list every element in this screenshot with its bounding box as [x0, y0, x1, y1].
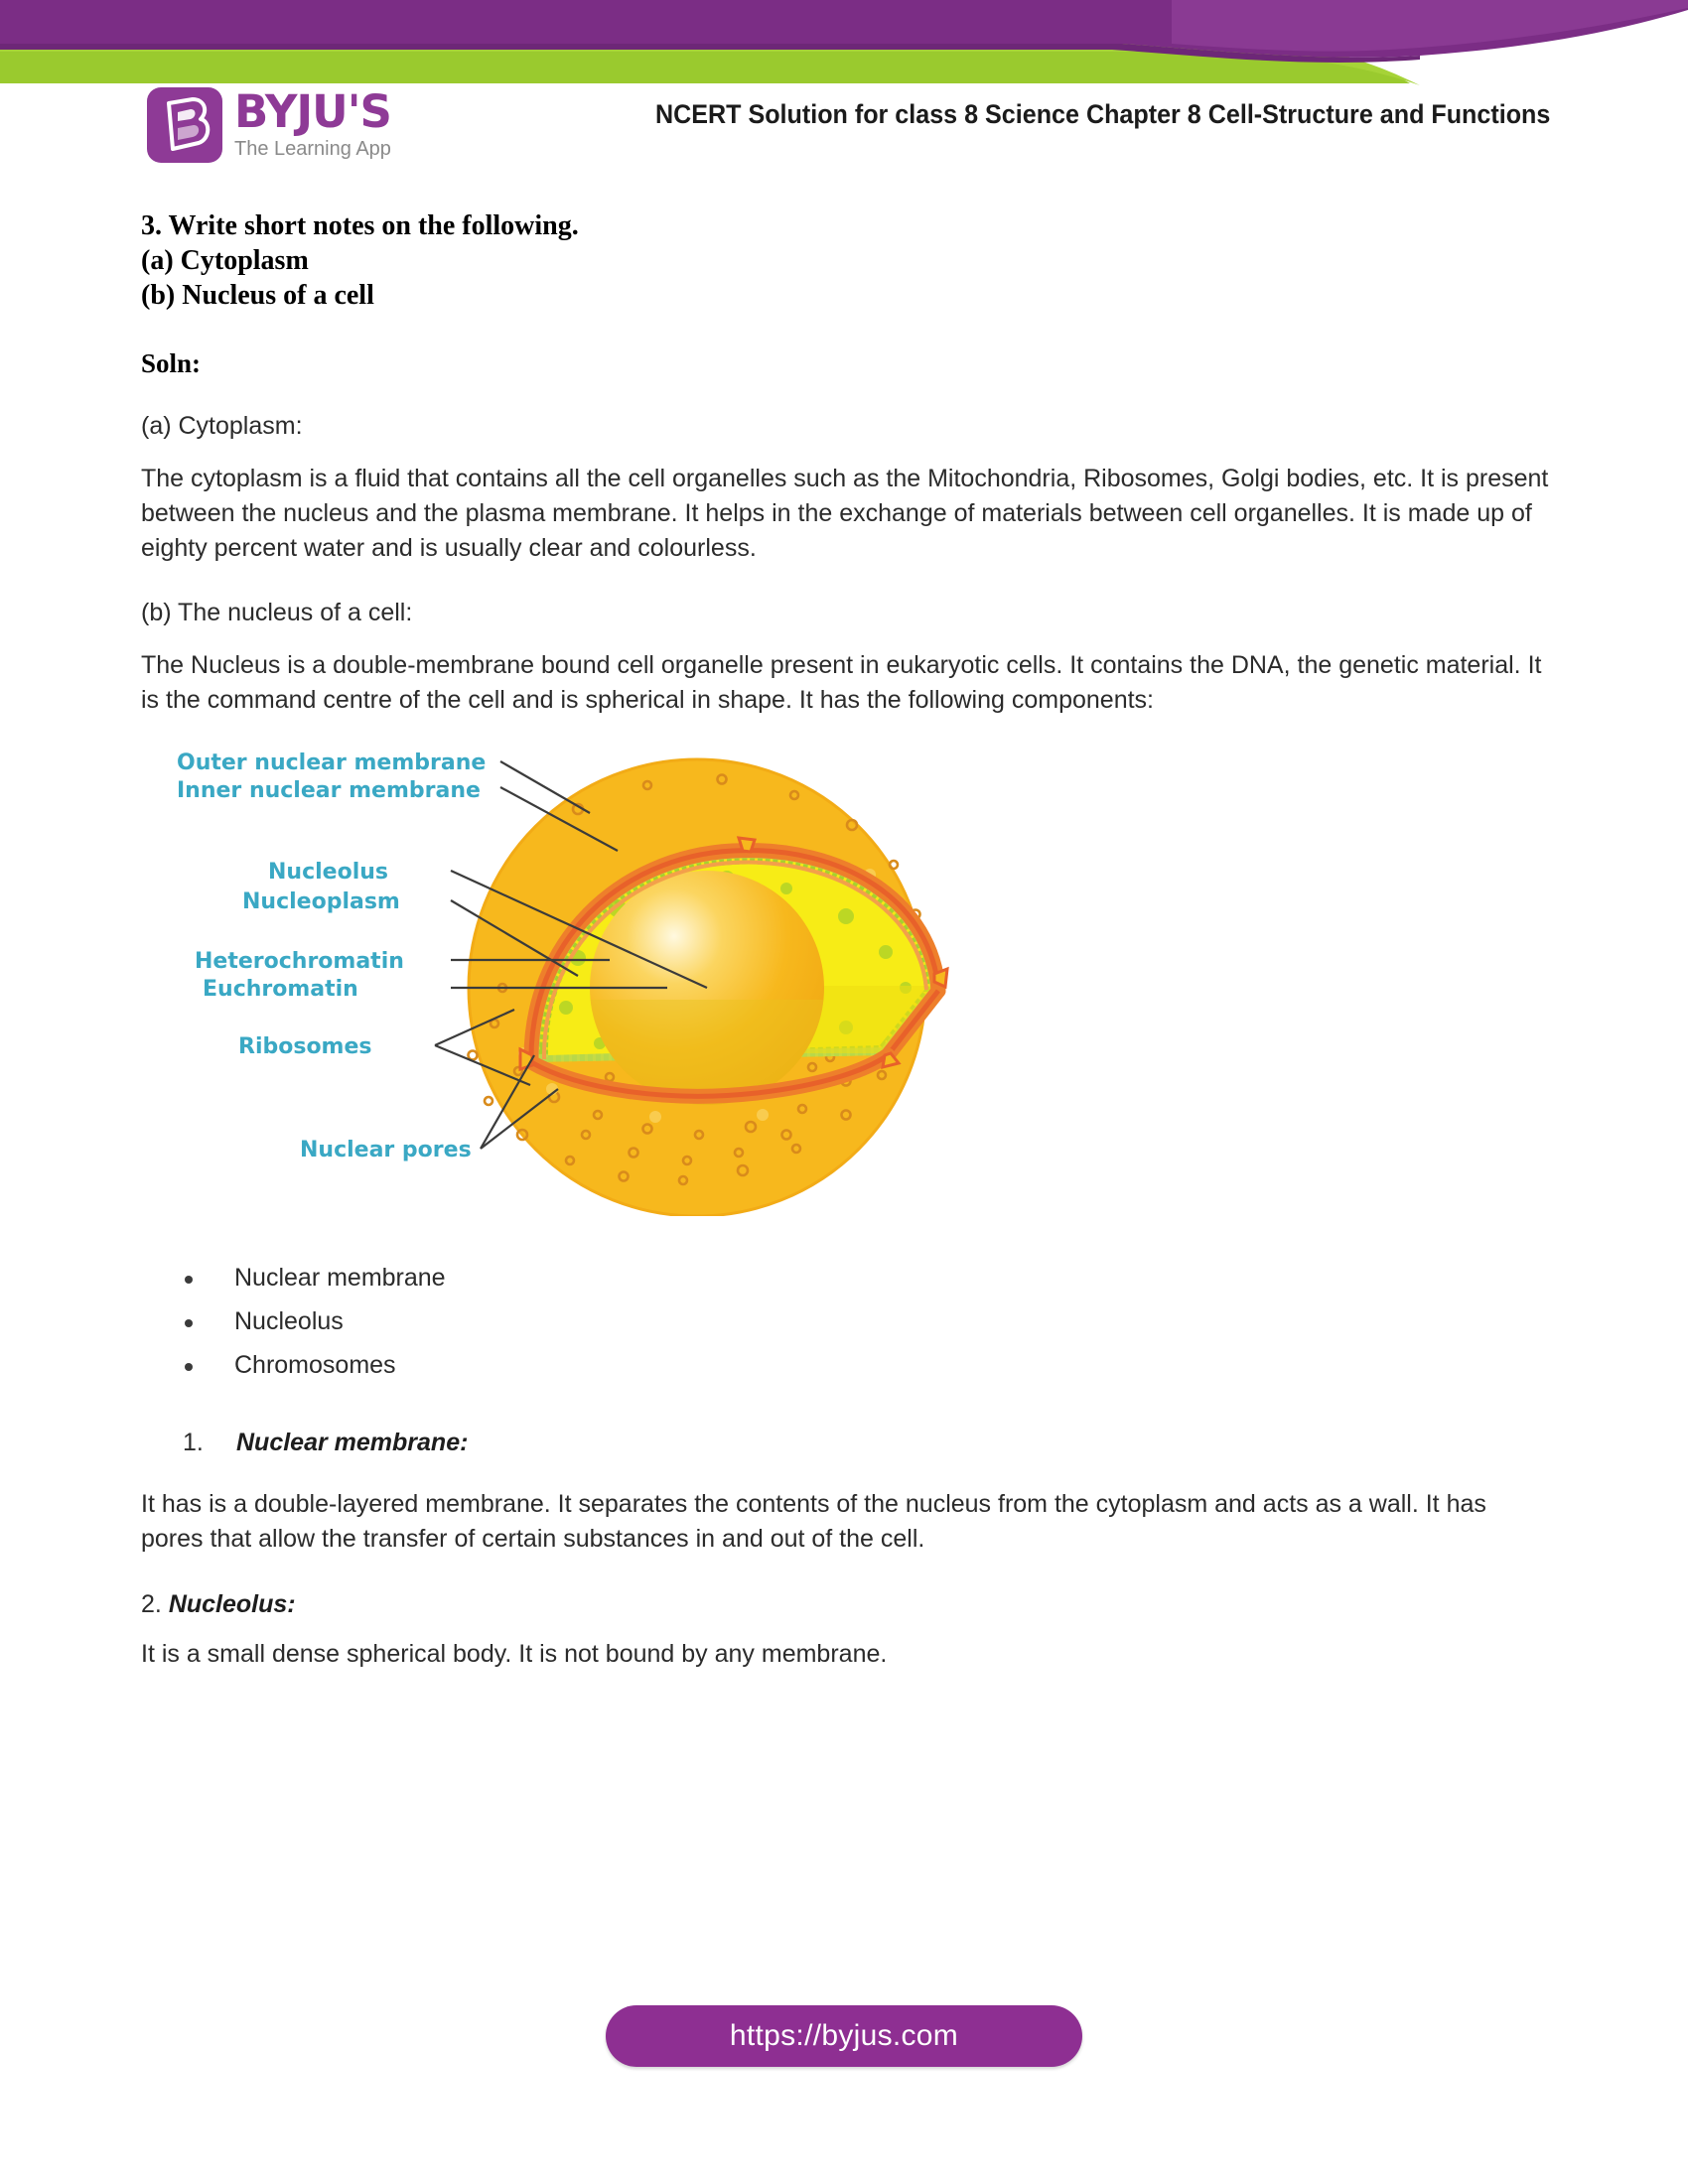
item-1-body: It has is a double-layered membrane. It separates the contents of the nucleus from the cytoplasm and acts as a wall. It has pores that allow the transfer of certain substances in and out of the cell.: [141, 1490, 1486, 1553]
label-nuclear-pores: Nuclear pores: [300, 1138, 472, 1162]
logo-b-glyph: [147, 87, 222, 163]
item-2-heading: [141, 1590, 1551, 1619]
question-line-2: (a) Cytoplasm: [141, 245, 309, 276]
header-purple-band-edge: [0, 44, 1420, 63]
main-content: [141, 208, 1551, 1672]
item-1-label: Nuclear membrane:: [236, 1429, 469, 1456]
diagram-labels: [177, 751, 486, 1162]
label-inner-nuclear-membrane: Inner nuclear membrane: [177, 778, 481, 803]
page-title: NCERT Solution for class 8 Science Chapter 8 Cell-Structure and Functions: [655, 99, 1551, 129]
header-purple-band-highlight: [1172, 0, 1688, 52]
label-nucleoplasm: Nucleoplasm: [242, 889, 400, 914]
label-heterochromatin: Heterochromatin: [195, 949, 404, 974]
byjus-logo-tagline: The Learning App: [234, 138, 391, 160]
byjus-logo: [147, 87, 391, 163]
label-nucleolus: Nucleolus: [268, 860, 388, 885]
header-green-band-curve: [0, 34, 1420, 85]
list-item: Nuclear membrane: [179, 1256, 1551, 1299]
nucleus-diagram: [151, 740, 1144, 1216]
byjus-logo-mark: [147, 87, 222, 163]
header-purple-band: [0, 0, 1688, 58]
label-ribosomes: Ribosomes: [238, 1034, 372, 1059]
components-list: [179, 1256, 1551, 1387]
item-2-label: Nucleolus:: [168, 1590, 296, 1618]
part-b-body: The Nucleus is a double-membrane bound cell organelle present in eukaryotic cells. It contains the DNA, the genetic material. It is the command centre of the cell and is spherical in shape. It has the following components:: [141, 651, 1542, 714]
byjus-logo-text: [234, 87, 391, 161]
label-outer-nuclear-membrane: Outer nuclear membrane: [177, 751, 487, 775]
part-a-body: The cytoplasm is a fluid that contains all the cell organelles such as the Mitochondria, Ribosomes, Golgi bodies, etc. It is present between the nucleus and the plasma membrane. It helps in the exchange of materials between cell organelles. It is made up of eighty percent water and is usually clear and colourless.: [141, 465, 1549, 562]
byjus-url-text: https://byjus.com: [729, 2019, 959, 2052]
byjus-url-button[interactable]: [606, 2005, 1082, 2067]
item-1-heading: [183, 1429, 1551, 1457]
byjus-logo-word: BYJU'S: [234, 85, 391, 138]
part-a-heading: (a) Cytoplasm:: [141, 412, 303, 440]
item-2-body: It is a small dense spherical body. It is not bound by any membrane.: [141, 1640, 888, 1668]
item-1-number: 1.: [183, 1429, 204, 1456]
nucleus-diagram-svg: [151, 740, 1144, 1216]
question-line-3: (b) Nucleus of a cell: [141, 280, 374, 311]
list-item: Nucleolus: [179, 1299, 1551, 1343]
item-2-number: 2.: [141, 1590, 162, 1618]
leader-outer-membrane: [500, 761, 590, 813]
solution-label: Soln:: [141, 348, 202, 378]
part-b-heading: (b) The nucleus of a cell:: [141, 599, 413, 626]
list-item: Chromosomes: [179, 1343, 1551, 1387]
question-line-1: 3. Write short notes on the following.: [141, 210, 579, 241]
header-green-band: [0, 34, 1410, 83]
label-euchromatin: Euchromatin: [203, 977, 358, 1002]
